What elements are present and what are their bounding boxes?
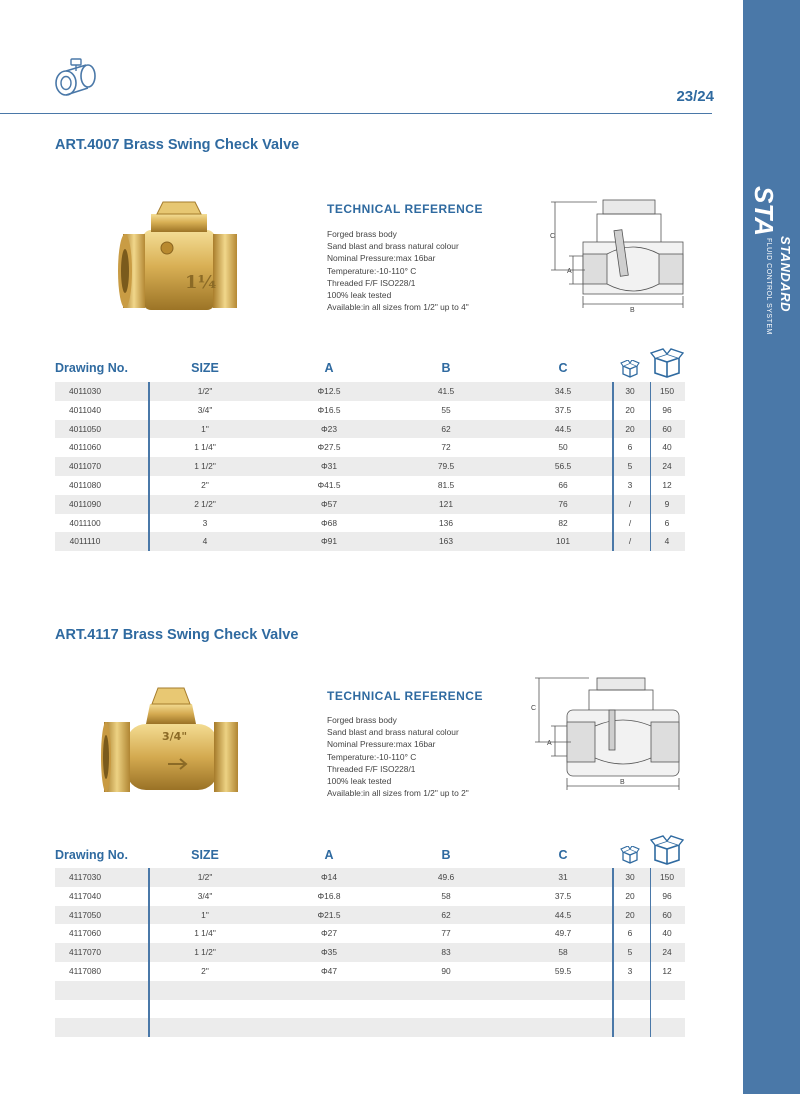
cell-carton-qty: 24 bbox=[662, 947, 672, 958]
table-row bbox=[55, 962, 685, 981]
cell-c: 50 bbox=[558, 442, 568, 453]
col-header-c: C bbox=[558, 361, 568, 375]
cell-inner-qty: 3 bbox=[627, 479, 633, 490]
brand-subtitle: FLUID CONTROL SYSTEM bbox=[765, 238, 772, 335]
cell-c: 59.5 bbox=[554, 965, 572, 976]
cell-c: 66 bbox=[558, 479, 568, 490]
table-row bbox=[55, 906, 685, 925]
table-row bbox=[55, 514, 685, 533]
cell-a: Φ31 bbox=[321, 461, 337, 472]
cell-carton-qty: 150 bbox=[660, 386, 674, 396]
cell-carton-qty: 96 bbox=[662, 404, 672, 415]
cell-b: 58 bbox=[441, 890, 451, 901]
cell-size: 1" bbox=[201, 423, 209, 434]
cell-inner-qty: 5 bbox=[627, 947, 633, 958]
cell-drawing-no: 4117070 bbox=[69, 947, 101, 958]
spec-item: Forged brass body bbox=[327, 229, 397, 239]
cell-c: 56.5 bbox=[554, 461, 572, 472]
cell-size: 1/2" bbox=[197, 386, 213, 396]
table-row bbox=[55, 943, 685, 962]
cell-a: Φ35 bbox=[321, 947, 337, 958]
spec-item: Nominal Pressure:max 16bar bbox=[327, 253, 436, 264]
cell-size: 2" bbox=[201, 479, 209, 490]
cell-drawing-no: 4011100 bbox=[69, 517, 101, 528]
cell-c: 37.5 bbox=[554, 890, 572, 901]
cell-b: 90 bbox=[441, 965, 451, 976]
table-row bbox=[55, 401, 685, 420]
spec-item: Forged brass body bbox=[327, 715, 397, 725]
size-marking: 1¼ bbox=[185, 272, 217, 293]
cell-carton-qty: 9 bbox=[664, 498, 670, 509]
column-divider bbox=[148, 382, 150, 551]
cell-drawing-no: 4011030 bbox=[69, 386, 101, 396]
cell-c: 44.5 bbox=[554, 423, 572, 434]
cell-carton-qty: 60 bbox=[662, 909, 672, 920]
cell-a: Φ68 bbox=[321, 517, 337, 528]
cell-a: Φ12.5 bbox=[317, 386, 341, 396]
carton-box-icon bbox=[650, 835, 684, 865]
table-row bbox=[55, 382, 685, 401]
col-header-b: B bbox=[441, 361, 451, 375]
spec-item: 100% leak tested bbox=[327, 776, 392, 787]
product-table bbox=[55, 382, 685, 551]
table-row bbox=[55, 1000, 685, 1019]
cell-b: 136 bbox=[439, 517, 453, 528]
cell-inner-qty: 20 bbox=[625, 909, 635, 920]
brand-logo: STA bbox=[749, 186, 779, 237]
cell-c: 76 bbox=[558, 498, 568, 509]
cell-size: 1 1/2" bbox=[194, 947, 216, 958]
cell-inner-qty: 30 bbox=[625, 872, 635, 882]
cell-c: 58 bbox=[558, 947, 568, 958]
cell-size: 1/2" bbox=[197, 872, 213, 882]
cell-carton-qty: 40 bbox=[662, 928, 672, 939]
small-box-icon bbox=[620, 360, 640, 378]
product-photo bbox=[115, 196, 243, 318]
dimension-label-a: A bbox=[547, 740, 552, 747]
column-divider bbox=[612, 868, 614, 1037]
cell-b: 49.6 bbox=[437, 872, 455, 882]
cell-drawing-no: 4117080 bbox=[69, 965, 101, 976]
cell-carton-qty: 96 bbox=[662, 890, 672, 901]
cell-c: 101 bbox=[556, 536, 570, 547]
spec-item: Temperature:-10-110° C bbox=[327, 751, 417, 762]
cell-carton-qty: 4 bbox=[664, 536, 670, 547]
cell-inner-qty: 20 bbox=[625, 404, 635, 415]
cell-a: Φ27 bbox=[321, 928, 337, 939]
col-header-c: C bbox=[558, 848, 568, 862]
cell-size: 1 1/4" bbox=[194, 442, 216, 453]
cell-carton-qty: 150 bbox=[660, 872, 674, 882]
cell-size: 1 1/4" bbox=[194, 928, 216, 939]
product-photo bbox=[100, 684, 242, 802]
table-row bbox=[55, 924, 685, 943]
cell-b: 55 bbox=[441, 404, 451, 415]
table-row bbox=[55, 495, 685, 514]
table-row bbox=[55, 532, 685, 551]
cell-carton-qty: 6 bbox=[664, 517, 670, 528]
col-header-a: A bbox=[324, 361, 334, 375]
cell-a: Φ27.5 bbox=[317, 442, 341, 453]
cell-inner-qty: / bbox=[628, 517, 632, 528]
column-divider bbox=[650, 382, 651, 551]
dimension-label-c: C bbox=[550, 233, 556, 240]
cell-inner-qty: 6 bbox=[627, 442, 633, 453]
col-header-b: B bbox=[441, 848, 451, 862]
cell-carton-qty: 24 bbox=[662, 461, 672, 472]
cell-drawing-no: 4011070 bbox=[69, 461, 101, 472]
spec-item: Threaded F/F ISO228/1 bbox=[327, 277, 416, 288]
cell-c: 82 bbox=[558, 517, 568, 528]
cell-c: 49.7 bbox=[554, 928, 572, 939]
size-marking: 3/4" bbox=[162, 730, 188, 743]
cell-b: 163 bbox=[439, 536, 453, 547]
cell-drawing-no: 4117030 bbox=[69, 872, 101, 882]
spec-list bbox=[327, 714, 469, 799]
cell-carton-qty: 12 bbox=[662, 479, 672, 490]
cell-carton-qty: 60 bbox=[662, 423, 672, 434]
cell-b: 72 bbox=[441, 442, 451, 453]
table-header bbox=[55, 848, 685, 870]
cell-c: 31 bbox=[558, 872, 568, 882]
cell-drawing-no: 4117050 bbox=[69, 909, 101, 920]
cell-inner-qty: / bbox=[628, 498, 632, 509]
spec-item: Sand blast and brass natural colour bbox=[327, 727, 459, 738]
cell-drawing-no: 4117060 bbox=[69, 928, 101, 939]
cell-inner-qty: 3 bbox=[627, 965, 633, 976]
table-header bbox=[55, 361, 685, 383]
technical-drawing bbox=[527, 670, 697, 795]
cell-drawing-no: 4011110 bbox=[69, 536, 101, 547]
page-number: 23/24 bbox=[676, 88, 714, 105]
cell-size: 2 1/2" bbox=[194, 498, 216, 509]
column-divider bbox=[650, 868, 651, 1037]
cell-b: 62 bbox=[441, 423, 451, 434]
section-title: ART.4007 Brass Swing Check Valve bbox=[55, 137, 300, 153]
cell-size: 1" bbox=[201, 909, 209, 920]
cell-a: Φ91 bbox=[321, 536, 337, 547]
cell-inner-qty: 20 bbox=[625, 890, 635, 901]
table-row bbox=[55, 868, 685, 887]
cell-c: 37.5 bbox=[554, 404, 572, 415]
col-header-size: SIZE bbox=[191, 361, 219, 375]
product-table bbox=[55, 868, 685, 1037]
cell-b: 79.5 bbox=[437, 461, 455, 472]
dimension-label-b: B bbox=[620, 779, 625, 786]
dimension-label-a: A bbox=[567, 268, 572, 275]
cell-drawing-no: 4117040 bbox=[69, 890, 101, 901]
table-row bbox=[55, 1018, 685, 1037]
table-row bbox=[55, 438, 685, 457]
cell-a: Φ47 bbox=[321, 965, 337, 976]
cell-size: 3 bbox=[202, 517, 208, 528]
cell-size: 3/4" bbox=[197, 890, 213, 901]
cell-inner-qty: 30 bbox=[625, 386, 635, 396]
cell-carton-qty: 40 bbox=[662, 442, 672, 453]
cell-size: 1 1/2" bbox=[194, 461, 216, 472]
technical-drawing bbox=[545, 192, 695, 317]
valve-outline-icon bbox=[52, 56, 102, 100]
cell-inner-qty: 20 bbox=[625, 423, 635, 434]
spec-list bbox=[327, 228, 469, 313]
cell-drawing-no: 4011040 bbox=[69, 404, 101, 415]
header-divider bbox=[0, 113, 712, 114]
cell-a: Φ57 bbox=[321, 498, 337, 509]
cell-a: Φ21.5 bbox=[317, 909, 341, 920]
cell-inner-qty: / bbox=[628, 536, 632, 547]
table-row bbox=[55, 476, 685, 495]
cell-b: 83 bbox=[441, 947, 451, 958]
cell-b: 41.5 bbox=[437, 386, 455, 396]
spec-item: Sand blast and brass natural colour bbox=[327, 241, 459, 252]
col-header-drawing-no: Drawing No. bbox=[55, 848, 128, 862]
cell-size: 3/4" bbox=[197, 404, 213, 415]
cell-inner-qty: 6 bbox=[627, 928, 633, 939]
brand-block bbox=[749, 186, 796, 346]
spec-item: Nominal Pressure:max 16bar bbox=[327, 739, 436, 750]
dimension-label-c: C bbox=[531, 705, 537, 712]
table-row bbox=[55, 420, 685, 439]
table-row bbox=[55, 887, 685, 906]
spec-item: Temperature:-10-110° C bbox=[327, 265, 417, 276]
cell-drawing-no: 4011090 bbox=[69, 498, 101, 509]
brand-sidebar bbox=[743, 0, 800, 1094]
table-row bbox=[55, 981, 685, 1000]
spec-item: Available:in all sizes from 1/2" up to 4" bbox=[327, 302, 469, 313]
carton-box-icon bbox=[650, 348, 684, 378]
cell-b: 81.5 bbox=[437, 479, 455, 490]
cell-inner-qty: 5 bbox=[627, 461, 633, 472]
table-row bbox=[55, 457, 685, 476]
cell-drawing-no: 4011080 bbox=[69, 479, 101, 490]
small-box-icon bbox=[620, 846, 640, 864]
spec-item: Available:in all sizes from 1/2" up to 2" bbox=[327, 788, 469, 799]
dimension-label-b: B bbox=[630, 307, 635, 314]
col-header-drawing-no: Drawing No. bbox=[55, 361, 128, 375]
brand-name: STANDARD bbox=[778, 236, 793, 312]
col-header-size: SIZE bbox=[191, 848, 219, 862]
spec-item: Threaded F/F ISO228/1 bbox=[327, 763, 416, 774]
cell-size: 2" bbox=[201, 965, 209, 976]
cell-size: 4 bbox=[202, 536, 208, 547]
cell-a: Φ23 bbox=[321, 423, 337, 434]
column-divider bbox=[148, 868, 150, 1037]
cell-c: 34.5 bbox=[554, 386, 572, 396]
column-divider bbox=[612, 382, 614, 551]
technical-reference-title: TECHNICAL REFERENCE bbox=[327, 202, 483, 216]
cell-carton-qty: 12 bbox=[662, 965, 672, 976]
cell-a: Φ41.5 bbox=[317, 479, 341, 490]
cell-b: 77 bbox=[441, 928, 451, 939]
col-header-a: A bbox=[324, 848, 334, 862]
cell-a: Φ14 bbox=[321, 872, 337, 882]
section-title: ART.4117 Brass Swing Check Valve bbox=[55, 627, 299, 643]
cell-a: Φ16.8 bbox=[317, 890, 341, 901]
cell-b: 121 bbox=[439, 498, 453, 509]
technical-reference-title: TECHNICAL REFERENCE bbox=[327, 689, 483, 703]
cell-drawing-no: 4011060 bbox=[69, 442, 101, 453]
cell-b: 62 bbox=[441, 909, 451, 920]
spec-item: 100% leak tested bbox=[327, 290, 392, 301]
cell-drawing-no: 4011050 bbox=[69, 423, 101, 434]
cell-c: 44.5 bbox=[554, 909, 572, 920]
cell-a: Φ16.5 bbox=[317, 404, 341, 415]
